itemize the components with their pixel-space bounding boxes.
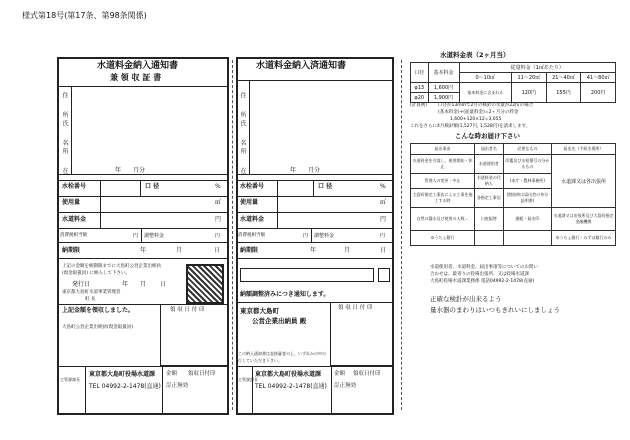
issuer-line2: 町 長: [85, 297, 96, 302]
calc-line4: これをさらに4月検針額(1,527円, 1,528円)を請求します。: [410, 124, 531, 129]
form2-location-label: 所 在: [239, 148, 246, 180]
form2-adjusted-charge: 調整料金: [314, 233, 335, 239]
notify-header: 届出先（手続き場所）: [552, 144, 616, 155]
notify-cell: 管理人の変更・中止: [411, 174, 475, 189]
closing-line1: 正確な検針が出来るよう: [430, 295, 502, 303]
notify-cell: 水道課又は各出張所: [552, 155, 616, 208]
rate-size: φ20: [411, 93, 429, 103]
calc-title: (計算例): [410, 103, 428, 108]
year-month: 年 月分: [115, 167, 146, 174]
form2-name-label: 氏 名: [239, 120, 246, 152]
yen-2: 円: [133, 233, 139, 239]
form2-due-year: 年: [310, 247, 317, 254]
form1-subtitle: 兼 領 収 証 書: [110, 73, 162, 82]
notify-footer1: 水道使用者、水道料金、届出事項等についてのお問い: [430, 265, 538, 270]
meter-no-label: 水栓番号: [62, 183, 87, 190]
yen-3: 円: [215, 233, 221, 239]
due-month: 月: [176, 247, 183, 254]
issued-day: 日: [160, 281, 167, 288]
perforation-line-2: [401, 60, 402, 410]
notify-cell: 通帳・届出印: [503, 208, 551, 231]
form2-office1: 東京都大島町: [240, 307, 279, 315]
rate-size: φ13: [411, 83, 429, 93]
rate-table: [410, 62, 616, 103]
form2-due-date: 納期限: [240, 247, 259, 254]
notify-cell: 口座振替: [474, 208, 503, 231]
notify-header: 届出事由: [411, 144, 475, 155]
issued-label: 発行日: [72, 281, 91, 288]
notify-cell: ゆうちょ銀行: [411, 231, 475, 246]
calc-line2: (基本料金)+(従量料金)=2ヶ月分の料金: [438, 110, 519, 115]
form2-tel: TEL 04992-2-1478(直通): [255, 383, 327, 390]
form2-title: 水道料金納入済通知書: [256, 61, 347, 71]
rate-range: 41〜80㎥: [581, 73, 616, 83]
form2-due-day: 日: [380, 247, 387, 254]
form1-tel: TEL 04992-2-1478(直通): [89, 383, 161, 390]
water-charge-label: 水道料金: [62, 216, 87, 223]
issuer-line1: 東京都大島町水道事業管理者: [62, 290, 121, 295]
form2-due-month: 月: [344, 247, 351, 254]
rate-header-usage: 従量料金（1㎥あたり）: [459, 63, 616, 73]
calc-line3: 1,600+120×12=3,055: [450, 117, 502, 122]
notify-cell: 水道使用者: [474, 155, 503, 174]
perforation-line-1: [232, 60, 233, 410]
notify-cell: [474, 231, 503, 246]
notify-footer3: 大島町役場水道課業務係 電話04992-2-1478(直通): [430, 279, 535, 284]
notify-cell: 各指定工事店: [474, 189, 503, 208]
rate-range: 11〜20㎥: [512, 73, 547, 83]
unit-m3: ㎥: [215, 199, 222, 206]
notify-cell: [503, 231, 551, 246]
form2-manager-label: 主管課課長: [238, 377, 258, 382]
notify-cell: ゆうちょ銀行・みずほ銀行のみ: [552, 231, 616, 246]
form2-meter-no: 水栓番号: [240, 183, 265, 190]
notify-title: こんな時お届け下さい: [455, 132, 520, 140]
form2-small-box: [378, 268, 390, 282]
form2-address-label: 住 所: [239, 92, 246, 124]
rate-value: 155円: [546, 83, 581, 103]
form2-correction: 訂正無効: [334, 383, 357, 389]
form2-consumption-tax: 消費税相当額: [238, 233, 265, 238]
form2-grade: 口 径: [318, 183, 333, 190]
rate-base: 1,600円: [428, 83, 459, 93]
due-year: 年: [140, 247, 147, 254]
rate-header-size: 口径: [411, 63, 429, 83]
name-label: 氏 名: [61, 120, 68, 152]
form2-note2: 行していただき下さい。: [238, 358, 282, 363]
rate-base: 1,900円: [428, 93, 459, 103]
notify-cell: 印鑑及び水栓番号の分かるもの: [503, 155, 551, 174]
form2-note1: この納入通知書は直接審査の上、いずれかの中の: [238, 351, 326, 356]
rate-included: 基本料金に含まれる: [459, 83, 512, 103]
issued-month: 月: [140, 281, 147, 288]
notify-cell: 自然の漏水及び使用の人数…: [411, 208, 475, 231]
location-label: 所 在: [61, 148, 68, 180]
received-text: 上記金額を領収しました。: [62, 307, 135, 314]
form-number: 様式第18号(第17条、第98条関係): [22, 11, 147, 20]
grade-label: 口 径: [145, 183, 160, 190]
notify-header: 必要なもの: [503, 144, 551, 155]
manager-label: 主管課課長: [60, 377, 80, 382]
form2-receipt-date: 領収日付印: [353, 371, 381, 377]
form2-office2: 公営企業出納員 殿: [252, 317, 307, 325]
form1-title: 水道料金納入通知書: [97, 61, 179, 71]
address-label: 住 所: [61, 92, 68, 124]
rate-header-base: 基本料金: [428, 63, 459, 83]
rate-value: 120円: [512, 83, 547, 103]
issued-year: 年: [122, 281, 129, 288]
form1-receipt-date: 領収日付印: [188, 371, 216, 377]
usage-label: 使用量: [62, 199, 81, 206]
form2-yen-2: 円: [303, 233, 309, 239]
form1-note1: 上記の金額を納期限までに大島町公営企業出納員: [62, 264, 161, 269]
yen-1: 円: [215, 216, 222, 223]
form2-receipt-stamp-label: 領 収 日 付 印: [338, 305, 373, 311]
closing-line2: 量水器のまわりはいつもきれいにしましょう: [430, 306, 560, 314]
notify-cell: (本庁・農林事務所): [503, 174, 551, 189]
form2-usage: 使用量: [240, 199, 259, 206]
rate-value: 200円: [581, 83, 616, 103]
form2-unit-mm: %: [380, 183, 386, 190]
form2-receipt-stamp-box: [330, 302, 394, 366]
adjusted-charge-label: 調整料金: [144, 233, 165, 239]
due-date-label: 納期限: [62, 247, 81, 254]
notify-cell: 水道課又は出張所及び大島町指定金融機関: [552, 208, 616, 231]
form1-receipt-stamp-label: 領 収 日 付 印: [170, 307, 205, 313]
form2-yen-1: 円: [380, 216, 387, 223]
form2-amount: 金額: [334, 371, 346, 377]
form2-due-paid: 納額調整済みにつき通知します。: [240, 291, 330, 298]
form2-yen-3: 円: [380, 233, 386, 239]
unit-mm: %: [215, 183, 221, 190]
notify-header: 届出者名: [474, 144, 503, 155]
calc-line1: 口径が13mmで2月の検針の水量が22㎥の場合: [438, 103, 534, 108]
notify-footer2: 合わせは、最寄りの役場出張所、又は役場水道課: [430, 272, 529, 277]
notify-cell: (開始時は届出者の身分証明書): [503, 189, 551, 208]
notify-cell: 大島町指定工事店による工事を施工する時: [411, 189, 475, 208]
official-seal: [186, 264, 224, 304]
notify-cell: 水道料金を引落し、使用開始・休止: [411, 155, 475, 174]
form2-year-month: 年 月分: [290, 167, 321, 174]
rate-table-title: 水道料金表（2ヶ月当）: [440, 51, 510, 59]
form2-office: 東京都大島町役場水道課: [255, 371, 322, 378]
receiver-text: 大島町公営企業出納員(現金取扱員): [62, 325, 134, 330]
notify-table: [410, 143, 616, 246]
consumption-tax-label: 消費税相当額: [60, 233, 87, 238]
form2-amount-box: [240, 268, 374, 282]
form1-amount: 金額: [166, 371, 178, 377]
notify-cell: 水道料金の代納人: [474, 174, 503, 189]
form2-unit-m3: ㎥: [380, 199, 387, 206]
form1-correction: 訂正無効: [166, 383, 189, 389]
due-day: 日: [214, 247, 221, 254]
form1-note2: (現金取扱員) に納入して下さい。: [62, 271, 130, 276]
rate-range: 21〜40㎥: [546, 73, 581, 83]
rate-range: 0〜10㎥: [459, 73, 512, 83]
form1-office: 東京都大島町役場水道課: [89, 371, 156, 378]
form2-water-charge: 水道料金: [240, 216, 265, 223]
